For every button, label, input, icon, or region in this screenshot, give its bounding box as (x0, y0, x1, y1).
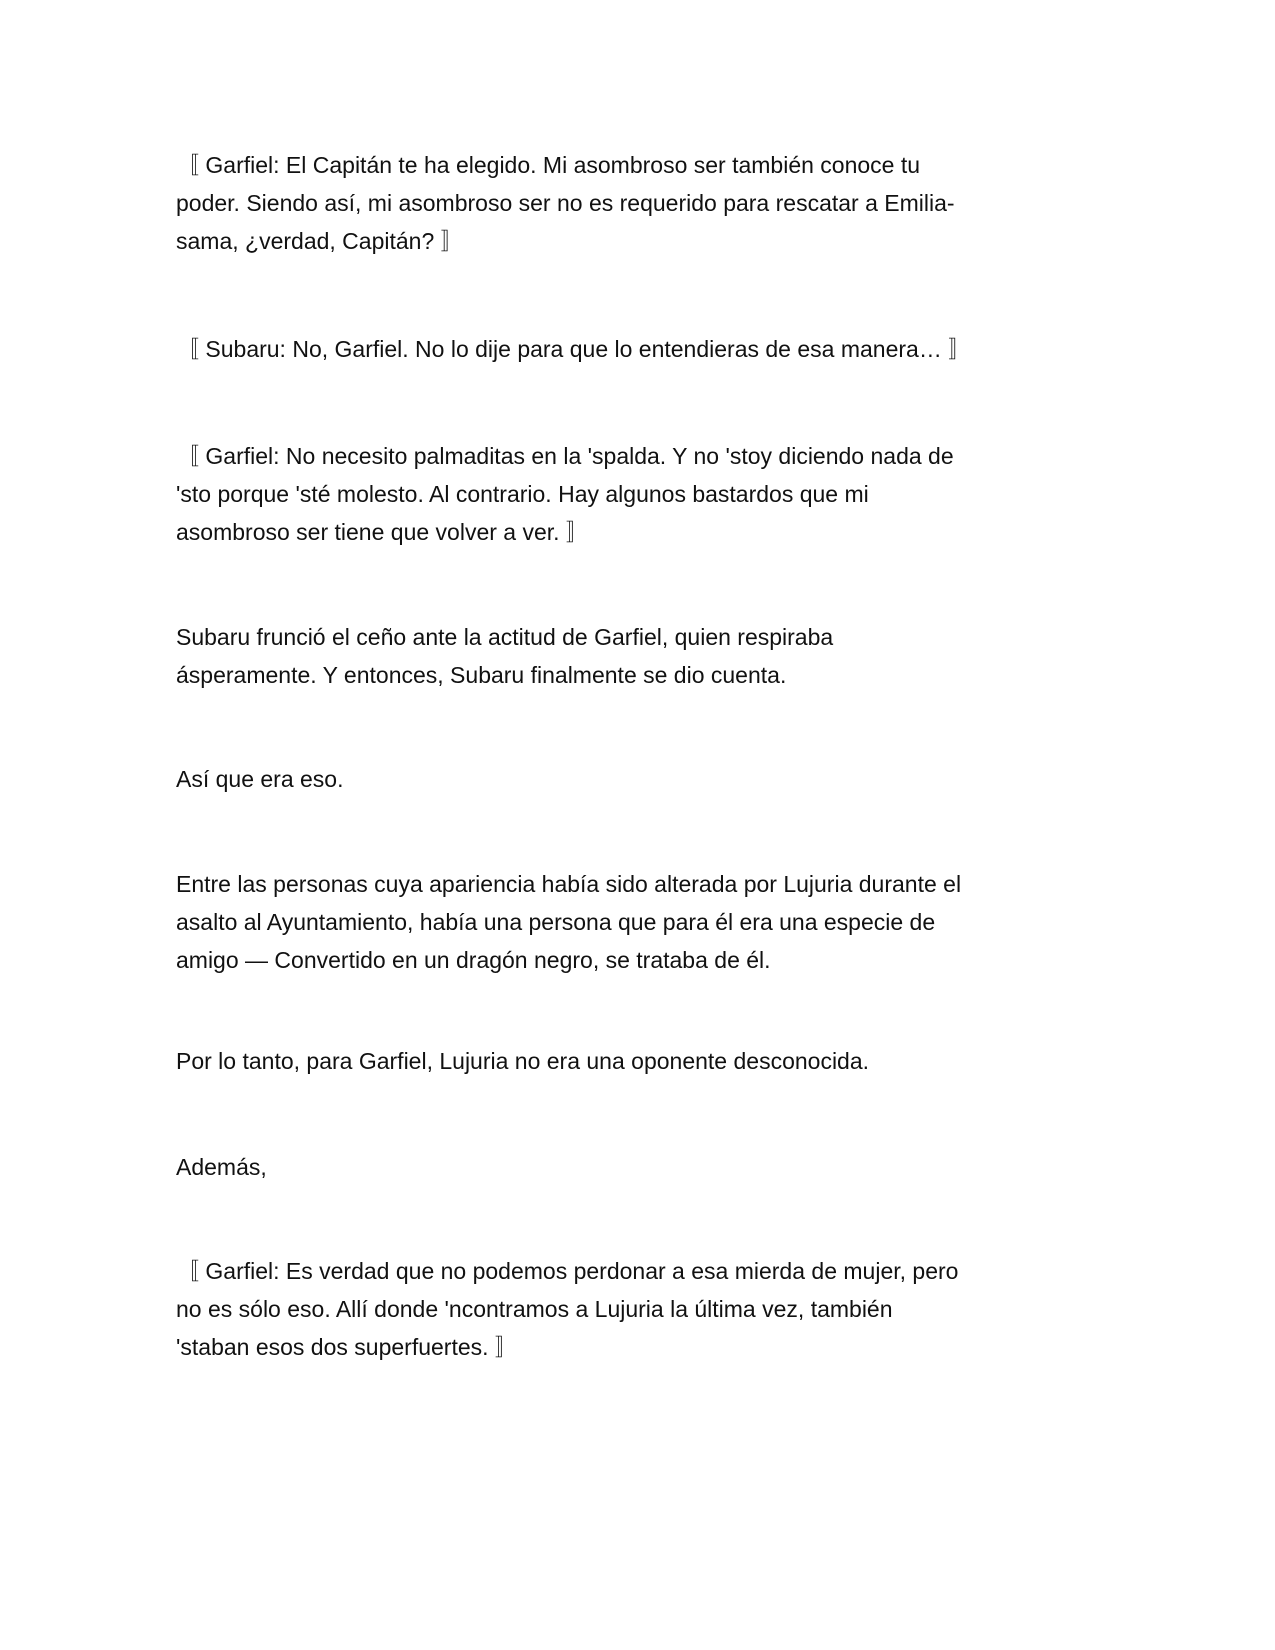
text-line: 'staban esos dos superfuertes. 〛 (176, 1334, 518, 1360)
paragraph-narration-3 (176, 865, 1091, 979)
text-line: 〚 Garfiel: El Capitán te ha elegido. Mi asombroso ser también conoce tu (176, 152, 921, 178)
text-line: Así que era eso. (176, 766, 344, 792)
text-line: asalto al Ayuntamiento, había una persona que para él era una especie de (176, 909, 936, 935)
text-line: Entre las personas cuya apariencia había sido alterada por Lujuria durante el (176, 871, 962, 897)
paragraph-narration-4 (176, 1042, 1091, 1080)
text-line: 〚 Garfiel: Es verdad que no podemos perdonar a esa mierda de mujer, pero (176, 1258, 959, 1284)
text-line: ásperamente. Y entonces, Subaru finalmente se dio cuenta. (176, 662, 787, 688)
text-line: no es sólo eso. Allí donde 'ncontramos a Lujuria la última vez, también (176, 1296, 893, 1322)
text-line: 〚 Subaru: No, Garfiel. No lo dije para que lo entendieras de esa manera… 〛 (176, 336, 972, 362)
paragraph-garfiel-dialogue-2 (176, 437, 1091, 551)
text-line: 'sto porque 'sté molesto. Al contrario. Hay algunos bastardos que mi (176, 481, 869, 507)
text-line: amigo — Convertido en un dragón negro, se trataba de él. (176, 947, 771, 973)
text-line: 〚 Garfiel: No necesito palmaditas en la 'spalda. Y no 'stoy diciendo nada de (176, 443, 954, 469)
paragraph-subaru-dialogue (176, 330, 1091, 368)
text-line: Subaru frunció el ceño ante la actitud de Garfiel, quien respiraba (176, 624, 834, 650)
text-line: Además, (176, 1154, 267, 1180)
text-line: Por lo tanto, para Garfiel, Lujuria no era una oponente desconocida. (176, 1048, 870, 1074)
text-line: poder. Siendo así, mi asombroso ser no es requerido para rescatar a Emilia- (176, 190, 955, 216)
text-line: sama, ¿verdad, Capitán? 〛 (176, 228, 464, 254)
paragraph-narration-5 (176, 1148, 1091, 1186)
paragraph-garfiel-dialogue-1 (176, 146, 1091, 260)
paragraph-narration-2 (176, 760, 1091, 798)
text-line: asombroso ser tiene que volver a ver. 〛 (176, 519, 589, 545)
paragraph-narration-1 (176, 618, 1091, 694)
paragraph-garfiel-dialogue-3 (176, 1252, 1091, 1366)
